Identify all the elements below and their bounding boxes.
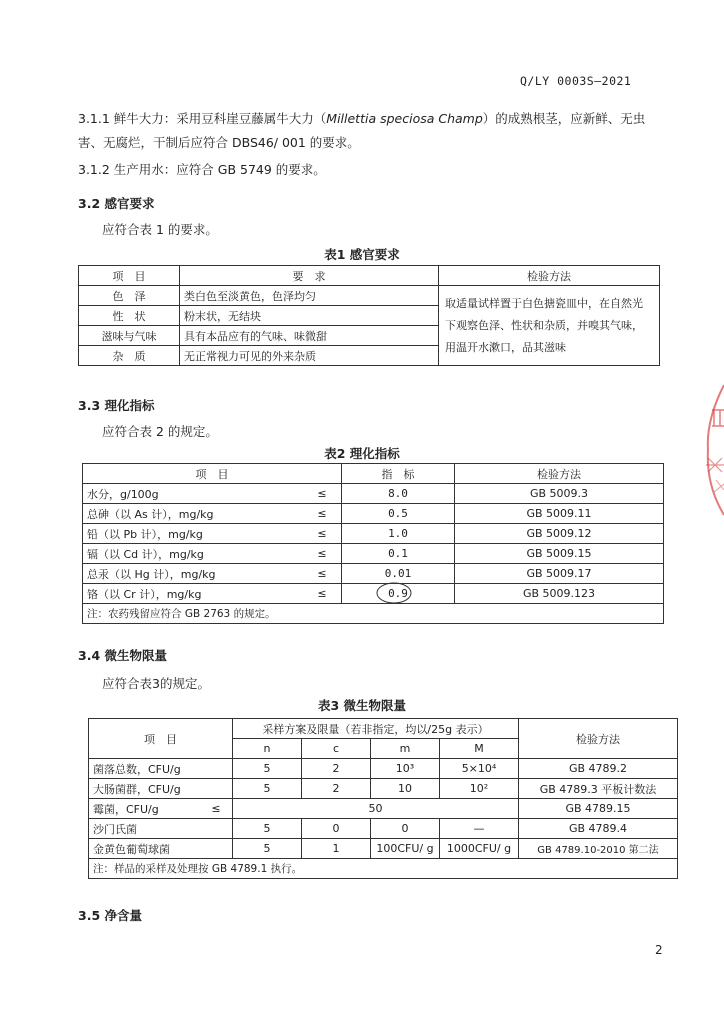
- t2-note: 注：农药残留应符合 GB 2763 的规定。: [83, 604, 664, 624]
- pen-circle-mark: [374, 581, 414, 605]
- t2-item: 总砷（以 As 计），mg/kg: [83, 504, 304, 524]
- t2-method: GB 5009.3: [455, 484, 664, 504]
- t2-value: 0.1: [342, 544, 455, 564]
- table-row: [83, 544, 664, 564]
- t2-symbol: ≤: [303, 564, 342, 584]
- t2-item: 水分，g/100g: [83, 484, 304, 504]
- t2-value: 8.0: [342, 484, 455, 504]
- t3-mold-value: 50: [233, 799, 519, 819]
- t2-header-value: 指 标: [342, 464, 455, 484]
- section-3-4-title: 3.4 微生物限量: [78, 648, 167, 663]
- table-row: [83, 564, 664, 584]
- t2-value: 0.9: [388, 587, 408, 600]
- t3-item: 菌落总数，CFU/g: [89, 759, 233, 779]
- t3-method: GB 4789.2: [519, 759, 678, 779]
- table1-sensory: [78, 265, 660, 366]
- t3-M: 1000CFU/ g: [440, 839, 519, 859]
- t3-header-method: 检验方法: [519, 719, 678, 759]
- t1-req: 类白色至淡黄色，色泽均匀: [180, 286, 439, 306]
- table-row: [83, 524, 664, 544]
- t3-sub-m: m: [371, 739, 440, 759]
- clause-3-1-1-prefix: 3.1.1 鲜牛大力：采用豆科崖豆藤属牛大力（: [78, 111, 327, 126]
- t2-value: 0.01: [342, 564, 455, 584]
- t2-method: GB 5009.12: [455, 524, 664, 544]
- t3-note: 注：样品的采样及处理按 GB 4789.1 执行。: [89, 859, 678, 879]
- section-3-3-title: 3.3 理化指标: [78, 398, 155, 413]
- section-3-4-body: 应符合表3的规定。: [102, 676, 210, 691]
- t2-item: 铅（以 Pb 计），mg/kg: [83, 524, 304, 544]
- t3-mold-method: GB 4789.15: [519, 799, 678, 819]
- t2-symbol: ≤: [303, 484, 342, 504]
- t3-method: GB 4789.4: [519, 819, 678, 839]
- table3-microbial: [88, 718, 678, 879]
- table-row: [89, 799, 678, 819]
- t2-value-circled: [342, 584, 455, 604]
- t1-header-item: 项 目: [79, 266, 180, 286]
- table1-caption: 表1 感官要求: [324, 247, 400, 262]
- t2-symbol: ≤: [303, 524, 342, 544]
- t3-m: 100CFU/ g: [371, 839, 440, 859]
- t2-item: 铬（以 Cr 计），mg/kg: [83, 584, 304, 604]
- t3-c: 2: [302, 779, 371, 799]
- t3-c: 0: [302, 819, 371, 839]
- t1-item: 滋味与气味: [79, 326, 180, 346]
- t3-header-plan: 采样方案及限量（若非指定，均以/25g 表示）: [233, 719, 519, 739]
- clause-3-1-1-line2: 害、无腐烂，干制后应符合 DBS46/ 001 的要求。: [78, 135, 360, 150]
- t3-n: 5: [233, 759, 302, 779]
- t1-method: 取适量试样置于白色搪瓷皿中，在自然光下观察色泽、性状和杂质，并嗅其气味，用温开水漱口，品其滋味: [439, 286, 660, 366]
- red-seal-stamp-fragment: [702, 380, 724, 520]
- t3-m: 10: [371, 779, 440, 799]
- t2-item: 镉（以 Cd 计），mg/kg: [83, 544, 304, 564]
- table-row: [83, 484, 664, 504]
- t2-symbol: ≤: [303, 544, 342, 564]
- clause-3-1-1: [78, 107, 688, 155]
- t2-method: GB 5009.17: [455, 564, 664, 584]
- t3-n: 5: [233, 819, 302, 839]
- t3-m: 10³: [371, 759, 440, 779]
- t2-header-item: 项 目: [83, 464, 342, 484]
- t2-item: 总汞（以 Hg 计），mg/kg: [83, 564, 304, 584]
- t3-n: 5: [233, 839, 302, 859]
- t2-value: 0.5: [342, 504, 455, 524]
- t3-sub-M: M: [440, 739, 519, 759]
- t1-header-req: 要 求: [180, 266, 439, 286]
- table2-caption: 表2 理化指标: [324, 446, 400, 461]
- table-row: [83, 504, 664, 524]
- t3-item: 沙门氏菌: [89, 819, 233, 839]
- table2-physicochemical: [82, 463, 664, 624]
- table-row: [83, 584, 664, 604]
- t1-req: 具有本品应有的气味、味微甜: [180, 326, 439, 346]
- latin-name: Millettia speciosa Champ: [326, 111, 483, 126]
- clause-3-1-2: 3.1.2 生产用水：应符合 GB 5749 的要求。: [78, 162, 326, 177]
- t2-value: 1.0: [342, 524, 455, 544]
- t3-m: 0: [371, 819, 440, 839]
- t3-item: 金黄色葡萄球菌: [89, 839, 233, 859]
- table3-caption: 表3 微生物限量: [317, 698, 407, 713]
- t3-method: GB 4789.3 平板计数法: [519, 779, 678, 799]
- t2-method: GB 5009.15: [455, 544, 664, 564]
- t2-method: GB 5009.11: [455, 504, 664, 524]
- t1-req: 无正常视力可见的外来杂质: [180, 346, 439, 366]
- t1-item: 色 泽: [79, 286, 180, 306]
- t2-symbol: ≤: [303, 584, 342, 604]
- t3-item: 大肠菌群，CFU/g: [89, 779, 233, 799]
- t2-symbol: ≤: [303, 504, 342, 524]
- t3-M: 10²: [440, 779, 519, 799]
- t3-mold-item: 霉菌，CFU/g: [89, 799, 201, 819]
- t2-header-method: 检验方法: [455, 464, 664, 484]
- t1-req: 粉末状，无结块: [180, 306, 439, 326]
- table-row: [89, 819, 678, 839]
- t1-header-method: 检验方法: [439, 266, 660, 286]
- t1-item: 杂 质: [79, 346, 180, 366]
- table-row: [89, 839, 678, 859]
- t1-item: 性 状: [79, 306, 180, 326]
- t3-M: —: [440, 819, 519, 839]
- t3-sub-c: c: [302, 739, 371, 759]
- t3-M: 5×10⁴: [440, 759, 519, 779]
- t2-method: GB 5009.123: [455, 584, 664, 604]
- table-row: [89, 779, 678, 799]
- section-3-5-title: 3.5 净含量: [78, 908, 142, 923]
- document-code: Q/LY 0003S—2021: [520, 74, 632, 88]
- table-row: [79, 286, 660, 306]
- page-number: 2: [655, 943, 663, 957]
- t3-header-item: 项 目: [89, 719, 233, 759]
- t3-c: 1: [302, 839, 371, 859]
- t3-c: 2: [302, 759, 371, 779]
- table-row: [89, 759, 678, 779]
- clause-3-1-1-suffix: ）的成熟根茎，应新鲜、无虫: [482, 111, 646, 126]
- t3-method: GB 4789.10-2010 第二法: [519, 839, 678, 859]
- t3-n: 5: [233, 779, 302, 799]
- t3-mold-symbol: ≤: [200, 799, 233, 819]
- section-3-2-body: 应符合表 1 的要求。: [102, 222, 218, 237]
- section-3-3-body: 应符合表 2 的规定。: [102, 424, 218, 439]
- t3-sub-n: n: [233, 739, 302, 759]
- section-3-2-title: 3.2 感官要求: [78, 196, 155, 211]
